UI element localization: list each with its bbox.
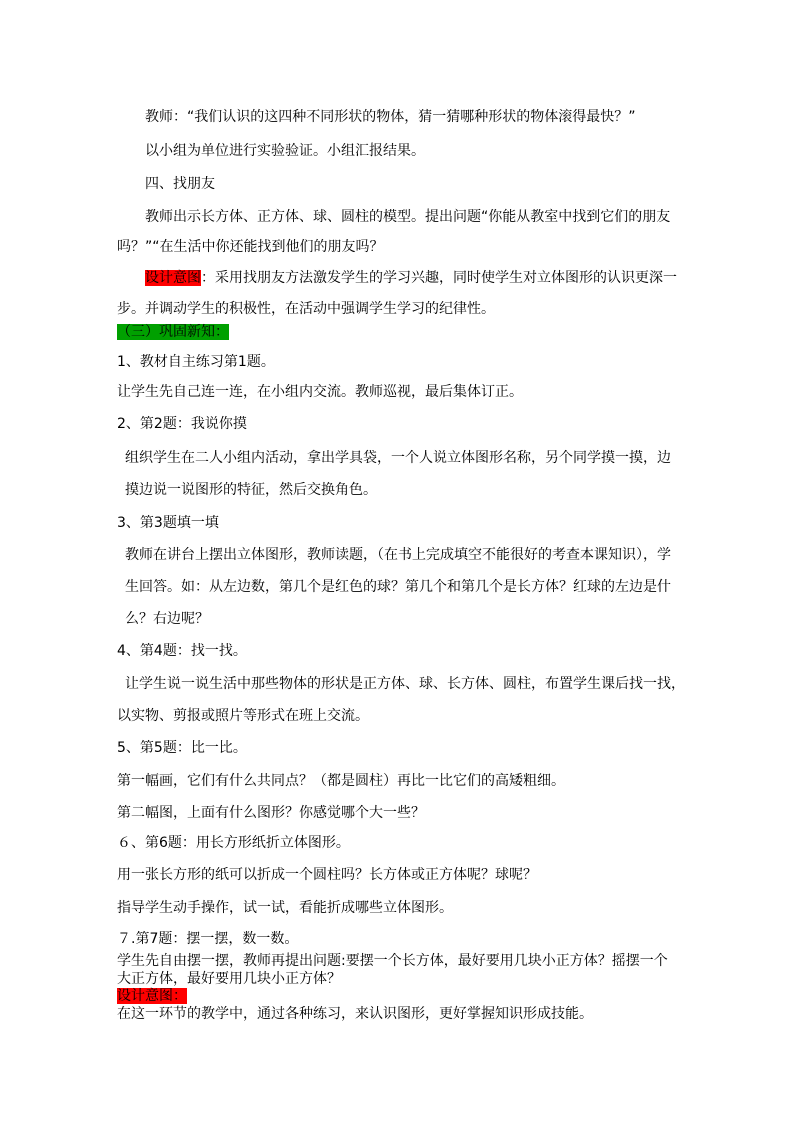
exercise-heading: 3、第3题填一填 xyxy=(117,515,219,531)
paragraph-line: 以实物、剪报或照片等形式在班上交流。 xyxy=(117,708,369,724)
paragraph-line: 在这一环节的教学中，通过各种练习，来认识图形，更好掌握知识形成技能。 xyxy=(117,1006,593,1022)
design-intent-label: 设计意图 xyxy=(145,270,201,286)
paragraph-line: 以小组为单位进行实验验证。小组汇报结果。 xyxy=(145,143,425,159)
paragraph-line: 第二幅图，上面有什么图形？你感觉哪个大一些？ xyxy=(117,805,425,821)
paragraph-line: 让学生先自己连一连，在小组内交流。教师巡视，最后集体订正。 xyxy=(117,384,523,400)
paragraph-line: 摸边说一说图形的特征，然后交换角色。 xyxy=(125,482,377,498)
exercise-heading: 5、第5题：比一比。 xyxy=(117,740,247,756)
paragraph-line: 组织学生在二人小组内活动，拿出学具袋，一个人说立体图形名称，另个同学摸一摸，边 xyxy=(125,450,671,466)
paragraph-line: 吗？”“在生活中你还能找到他们的朋友吗？ xyxy=(117,239,384,255)
design-intent-text: ：采用找朋友方法激发学生的学习兴趣，同时使学生对立体图形的认识更深一 xyxy=(201,270,677,286)
design-intent-line xyxy=(117,988,187,1004)
paragraph-line: 用一张长方形的纸可以折成一个圆柱吗？长方体或正方体呢？球呢？ xyxy=(117,867,537,883)
paragraph-line: 教师出示长方体、正方体、球、圆柱的模型。提出问题“你能从教室中找到它们的朋友 xyxy=(145,209,671,225)
paragraph-line: 教师在讲台上摆出立体图形，教师读题，（在书上完成填空不能很好的考查本课知识），学 xyxy=(125,547,671,563)
paragraph-line: 指导学生动手操作，试一试，看能折成哪些立体图形。 xyxy=(117,900,453,916)
paragraph-line: 步。并调动学生的积极性，在活动中强调学生学习的纪律性。 xyxy=(117,301,495,317)
exercise-heading: ６、第6题：用长方形纸折立体图形。 xyxy=(117,835,350,851)
section-heading: 四、找朋友 xyxy=(145,176,215,192)
paragraph-line: 么？右边呢？ xyxy=(125,611,209,627)
exercise-heading: 2、第2题：我说你摸 xyxy=(117,416,247,432)
design-intent-label: 设计意图： xyxy=(117,988,187,1004)
design-intent-line xyxy=(145,269,677,287)
consolidate-heading: （三）巩固新知： xyxy=(117,324,229,340)
paragraph-line: 生回答。如：从左边数，第几个是红色的球？第几个和第几个是长方体？红球的左边是什 xyxy=(125,579,671,595)
paragraph-line: 大正方体，最好要用几块小正方体？ xyxy=(117,971,341,987)
paragraph-line: 第一幅画，它们有什么共同点？（都是圆柱）再比一比它们的高矮粗细。 xyxy=(117,773,565,789)
exercise-heading: 4、第4题：找一找。 xyxy=(117,643,247,659)
paragraph-line: 教师：“我们认识的这四种不同形状的物体，猜一猜哪种形状的物体滚得最快？” xyxy=(145,109,636,125)
exercise-heading: ７.第7题：摆一摆，数一数。 xyxy=(117,931,299,947)
paragraph-line: 让学生说一说生活中那些物体的形状是正方体、球、长方体、圆柱，布置学生课后找一找， xyxy=(125,676,685,692)
section-heading xyxy=(117,323,229,341)
paragraph-line: 学生先自由摆一摆，教师再提出问题:要摆一个长方体，最好要用几块小正方体？摇摆一个 xyxy=(117,953,668,969)
exercise-heading: 1、教材自主练习第1题。 xyxy=(117,354,275,370)
